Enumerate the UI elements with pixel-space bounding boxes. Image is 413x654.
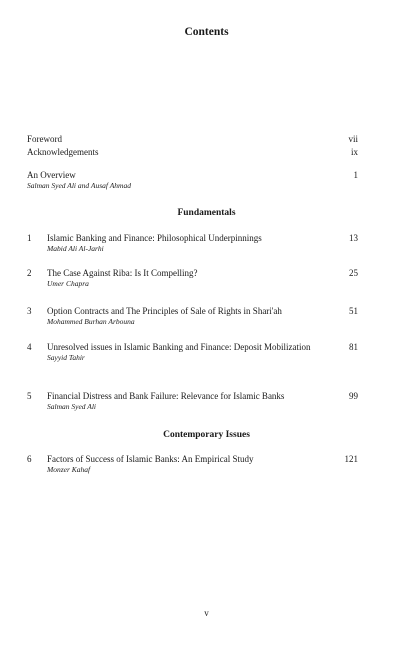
toc-entry-page: 81 xyxy=(349,342,358,352)
toc-entry-number: 3 xyxy=(27,306,32,316)
toc-entry-overview[interactable] xyxy=(27,170,358,191)
toc-entry-page: 51 xyxy=(349,306,358,316)
toc-entry-title: Islamic Banking and Finance: Philosophical Underpinnings xyxy=(47,233,262,243)
toc-entry-author: Mohammed Burhan Arbouna xyxy=(47,317,135,326)
toc-entry-author: Umer Chapra xyxy=(47,279,89,288)
toc-entry-5[interactable] xyxy=(27,391,358,412)
toc-entry-6[interactable] xyxy=(27,454,358,475)
toc-entry-number: 4 xyxy=(27,342,32,352)
toc-entry-title: Option Contracts and The Principles of Sale of Rights in Shari'ah xyxy=(47,306,282,316)
toc-entry-author: Monzer Kahaf xyxy=(47,465,91,474)
toc-entry-acknowledgements[interactable] xyxy=(27,147,358,158)
toc-entry-author: Salman Syed Ali and Ausaf Ahmad xyxy=(27,181,131,190)
toc-entry-title: Unresolved issues in Islamic Banking and Finance: Deposit Mobilization xyxy=(47,342,311,352)
toc-entry-page: vii xyxy=(348,134,358,144)
page-title: Contents xyxy=(184,26,229,38)
toc-entry-page: 1 xyxy=(353,170,358,180)
toc-entry-4[interactable] xyxy=(27,342,358,363)
toc-entry-2[interactable] xyxy=(27,268,358,289)
toc-entry-3[interactable] xyxy=(27,306,358,327)
toc-entry-title: Acknowledgements xyxy=(27,147,99,157)
toc-entry-number: 5 xyxy=(27,391,32,401)
toc-entry-title: Financial Distress and Bank Failure: Relevance for Islamic Banks xyxy=(47,391,285,401)
toc-entry-title: The Case Against Riba: Is It Compelling? xyxy=(47,268,198,278)
toc-entry-number: 6 xyxy=(27,454,32,464)
toc-entry-title: An Overview xyxy=(27,170,76,180)
toc-entry-author: Salman Syed Ali xyxy=(47,402,97,411)
toc-entry-author: Sayyid Tahir xyxy=(47,353,85,362)
page-number: v xyxy=(204,608,209,618)
section-heading-contemporary-issues: Contemporary Issues xyxy=(163,430,250,440)
toc-entry-page: ix xyxy=(350,147,358,157)
toc-entry-page: 99 xyxy=(349,391,358,401)
toc-entry-page: 25 xyxy=(349,268,358,278)
toc-entry-number: 1 xyxy=(27,233,32,243)
toc-entry-foreword[interactable] xyxy=(27,134,358,145)
toc-entry-page: 121 xyxy=(344,454,358,464)
toc-entry-1[interactable] xyxy=(27,233,358,254)
toc-entry-title: Factors of Success of Islamic Banks: An Empirical Study xyxy=(47,454,254,464)
toc-entry-number: 2 xyxy=(27,268,32,278)
toc-entry-title: Foreword xyxy=(27,134,62,144)
section-heading-fundamentals: Fundamentals xyxy=(177,208,236,218)
toc-entry-page: 13 xyxy=(349,233,358,243)
toc-entry-author: Mabid Ali Al-Jarhi xyxy=(47,244,104,253)
